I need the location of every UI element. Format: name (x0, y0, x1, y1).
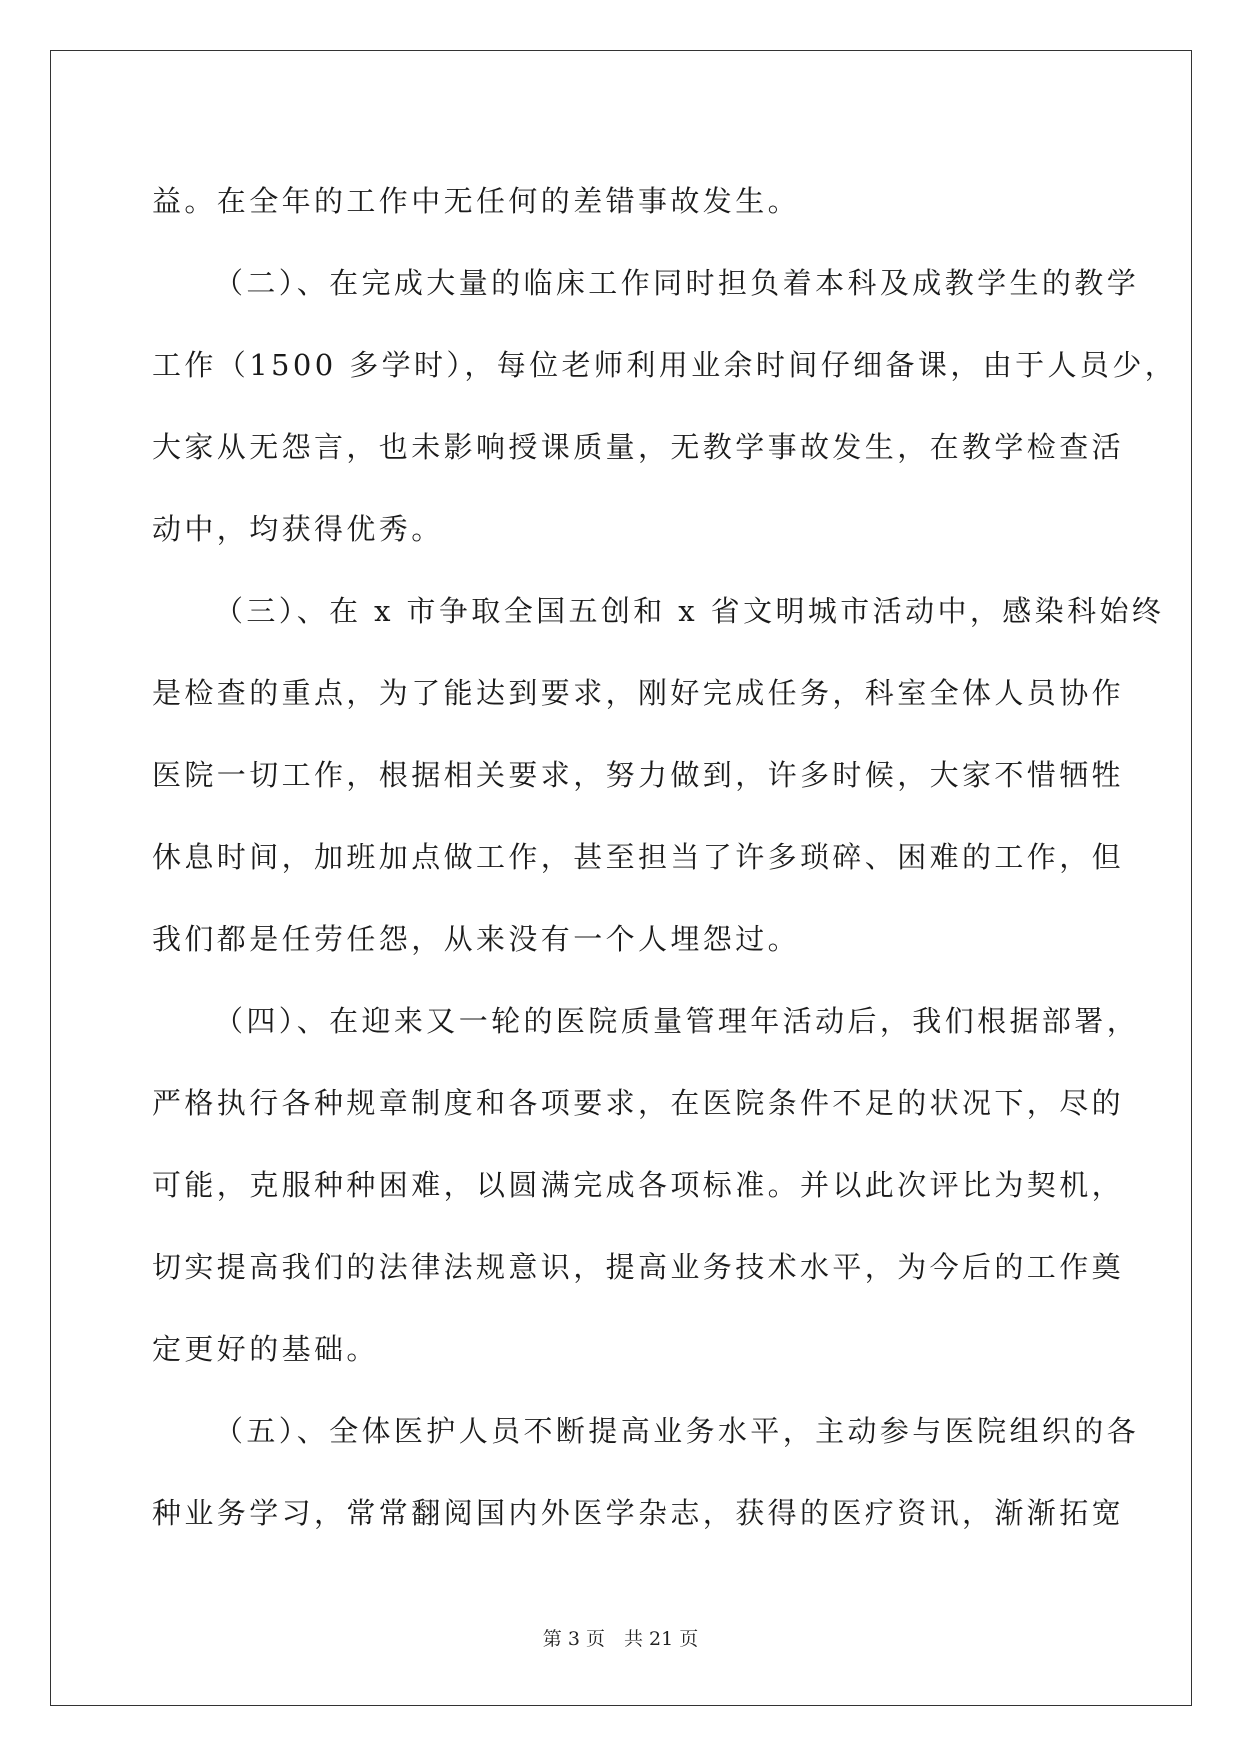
text-line: 严格执行各种规章制度和各项要求，在医院条件不足的状况下，尽的 (152, 1086, 1125, 1120)
text-line: 医院一切工作，根据相关要求，努力做到，许多时候，大家不惜牺牲 (152, 758, 1125, 792)
paragraph-start-line: （五）、全体医护人员不断提高业务水平，主动参与医院组织的各 (214, 1414, 1140, 1448)
document-body (152, 160, 1178, 1554)
paragraph-start-line: （四）、在迎来又一轮的医院质量管理年活动后，我们根据部署， (214, 1004, 1140, 1038)
text-line: 益。在全年的工作中无任何的差错事故发生。 (152, 184, 801, 218)
text-line: 定更好的基础。 (152, 1332, 379, 1366)
text-line: 动中，均获得优秀。 (152, 512, 444, 546)
paragraph-start-line: （二）、在完成大量的临床工作同时担负着本科及成教学生的教学 (214, 266, 1140, 300)
text-line: 我们都是任劳任怨，从来没有一个人埋怨过。 (152, 922, 801, 956)
text-line: 休息时间，加班加点做工作，甚至担当了许多琐碎、困难的工作，但 (152, 840, 1125, 874)
text-line: 大家从无怨言，也未影响授课质量，无教学事故发生，在教学检查活 (152, 430, 1125, 464)
text-line: 是检查的重点，为了能达到要求，刚好完成任务，科室全体人员协作 (152, 676, 1125, 710)
text-line: 种业务学习，常常翻阅国内外医学杂志，获得的医疗资讯，渐渐拓宽 (152, 1496, 1125, 1530)
page-number-footer: 第 3 页 共 21 页 (542, 1628, 699, 1650)
text-line: 可能，克服种种困难，以圆满完成各项标准。并以此次评比为契机， (152, 1168, 1125, 1202)
text-line: 切实提高我们的法律法规意识，提高业务技术水平，为今后的工作奠 (152, 1250, 1125, 1284)
paragraph-start-line: （三）、在 x 市争取全国五创和 x 省文明城市活动中，感染科始终 (214, 594, 1165, 628)
text-line: 工作（1500 多学时），每位老师利用业余时间仔细备课，由于人员少， (152, 348, 1178, 382)
